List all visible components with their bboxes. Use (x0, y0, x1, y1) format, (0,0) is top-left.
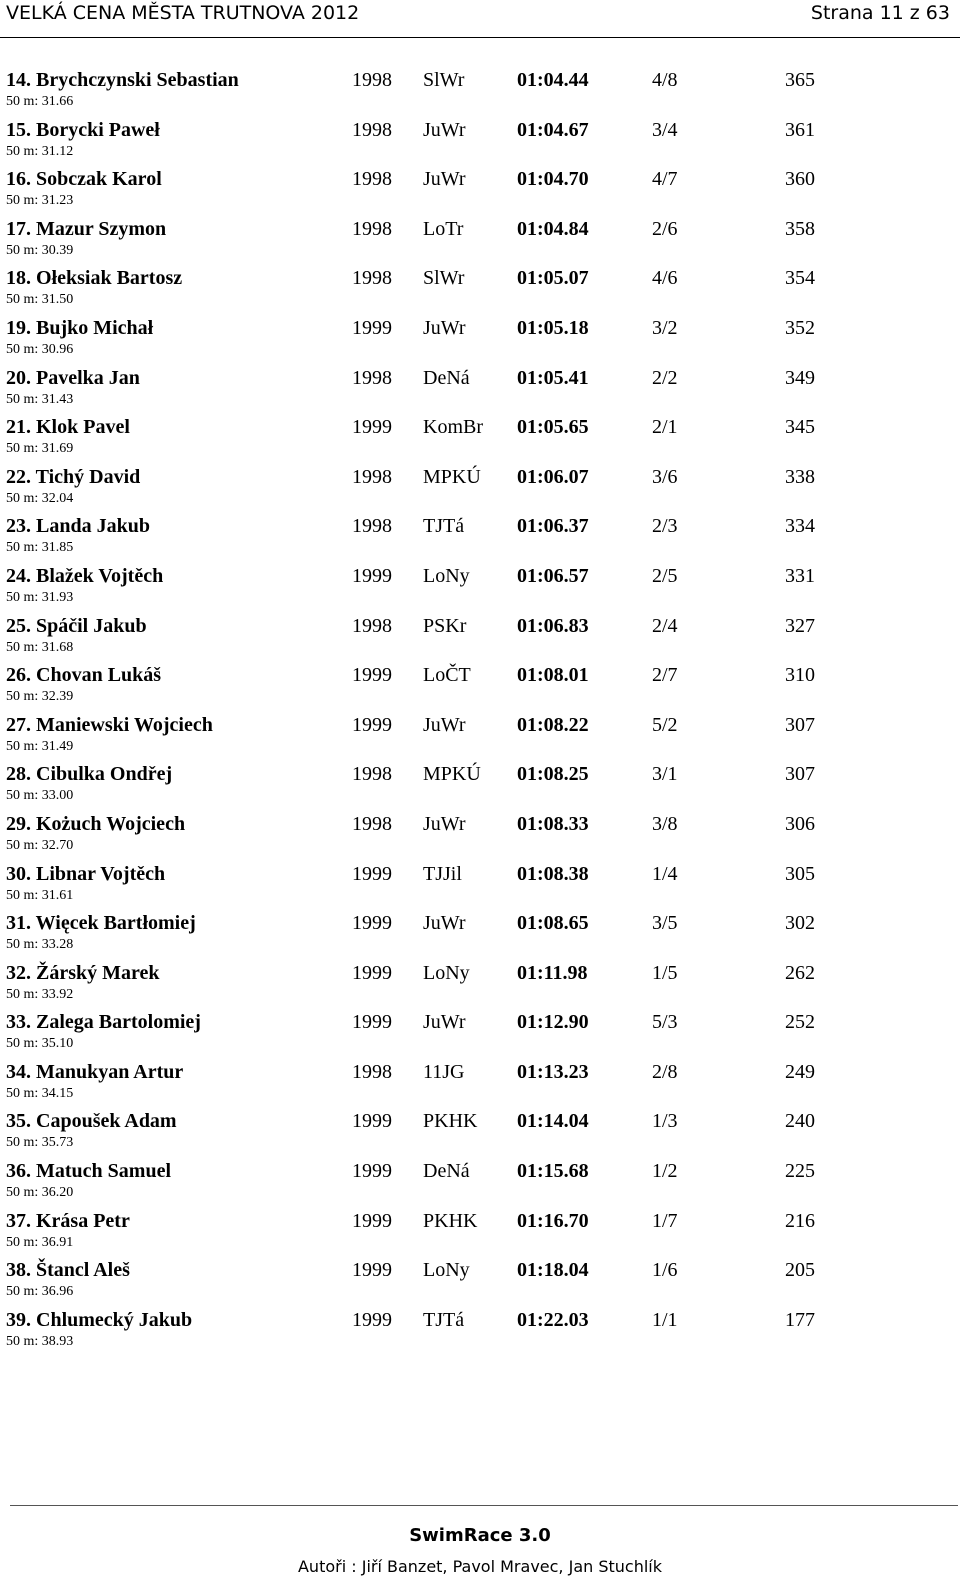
swimmer-name: 37. Krása Petr (6, 1209, 130, 1232)
result-row (0, 508, 960, 558)
birth-year: 1999 (352, 664, 392, 687)
points: 205 (785, 1259, 815, 1282)
points: 310 (785, 664, 815, 687)
split-time: 50 m: 32.39 (6, 689, 74, 705)
header-divider (0, 37, 960, 38)
points: 302 (785, 912, 815, 935)
swimmer-name: 28. Cibulka Ondřej (6, 763, 173, 786)
points: 306 (785, 812, 815, 835)
birth-year: 1998 (352, 763, 392, 786)
points: 360 (785, 168, 815, 191)
heat-lane: 1/1 (652, 1308, 678, 1331)
points: 262 (785, 961, 815, 984)
birth-year: 1998 (352, 168, 392, 191)
heat-lane: 4/8 (652, 69, 678, 91)
split-time: 50 m: 36.91 (6, 1234, 74, 1250)
club-code: DeNá (423, 366, 470, 389)
birth-year: 1998 (352, 217, 392, 240)
split-time: 50 m: 38.93 (6, 1333, 74, 1349)
points: 349 (785, 366, 815, 389)
club-code: JuWr (423, 713, 466, 736)
results-list (0, 62, 960, 1351)
swimmer-name: 38. Štancl Aleš (6, 1259, 130, 1282)
result-row (0, 707, 960, 757)
final-time: 01:08.33 (517, 812, 589, 835)
result-row (0, 1203, 960, 1253)
final-time: 01:18.04 (517, 1259, 589, 1282)
birth-year: 1999 (352, 862, 392, 885)
footer-app-name: SwimRace 3.0 (409, 1525, 551, 1546)
points: 331 (785, 564, 815, 587)
points: 307 (785, 713, 815, 736)
swimmer-name: 32. Žárský Marek (6, 961, 160, 984)
club-code: MPKÚ (423, 465, 481, 488)
final-time: 01:16.70 (517, 1209, 589, 1232)
swimmer-name: 20. Pavelka Jan (6, 366, 140, 389)
heat-lane: 3/4 (652, 118, 678, 141)
points: 352 (785, 316, 815, 339)
birth-year: 1998 (352, 465, 392, 488)
points: 240 (785, 1110, 815, 1133)
final-time: 01:12.90 (517, 1011, 589, 1034)
heat-lane: 2/2 (652, 366, 678, 389)
final-time: 01:08.22 (517, 713, 589, 736)
result-row (0, 657, 960, 707)
swimmer-name: 34. Manukyan Artur (6, 1060, 184, 1083)
birth-year: 1999 (352, 961, 392, 984)
points: 361 (785, 118, 815, 141)
heat-lane: 2/4 (652, 614, 678, 637)
heat-lane: 3/2 (652, 316, 678, 339)
club-code: LoČT (423, 664, 471, 687)
birth-year: 1999 (352, 564, 392, 587)
result-row (0, 1252, 960, 1302)
result-row (0, 1103, 960, 1153)
heat-lane: 1/7 (652, 1209, 678, 1232)
heat-lane: 5/3 (652, 1011, 678, 1034)
final-time: 01:06.37 (517, 515, 589, 538)
swimmer-name: 33. Zalega Bartolomiej (6, 1011, 201, 1034)
final-time: 01:06.83 (517, 614, 589, 637)
club-code: SlWr (423, 69, 465, 91)
result-row (0, 112, 960, 162)
final-time: 01:08.01 (517, 664, 589, 687)
heat-lane: 4/7 (652, 168, 678, 191)
points: 358 (785, 217, 815, 240)
birth-year: 1998 (352, 118, 392, 141)
page-header (0, 0, 960, 42)
final-time: 01:05.18 (517, 316, 589, 339)
swimmer-name: 15. Borycki Paweł (6, 118, 160, 141)
final-time: 01:06.57 (517, 564, 589, 587)
heat-lane: 1/2 (652, 1160, 678, 1183)
heat-lane: 3/1 (652, 763, 678, 786)
split-time: 50 m: 31.23 (6, 193, 74, 209)
split-time: 50 m: 30.96 (6, 341, 74, 357)
club-code: LoNy (423, 961, 470, 984)
swimmer-name: 16. Sobczak Karol (6, 168, 162, 191)
final-time: 01:08.65 (517, 912, 589, 935)
club-code: TJTá (423, 1308, 465, 1331)
result-row (0, 161, 960, 211)
swimmer-name: 21. Klok Pavel (6, 416, 130, 439)
result-row (0, 806, 960, 856)
result-row (0, 62, 960, 112)
final-time: 01:13.23 (517, 1060, 589, 1083)
club-code: JuWr (423, 118, 466, 141)
split-time: 50 m: 31.68 (6, 639, 74, 655)
result-row (0, 905, 960, 955)
final-time: 01:05.07 (517, 267, 589, 290)
swimmer-name: 31. Więcek Bartłomiej (6, 912, 196, 935)
split-time: 50 m: 31.50 (6, 292, 74, 308)
heat-lane: 2/8 (652, 1060, 678, 1083)
club-code: SlWr (423, 267, 465, 290)
birth-year: 1998 (352, 69, 392, 91)
club-code: LoTr (423, 217, 464, 240)
swimmer-name: 25. Spáčil Jakub (6, 614, 147, 637)
club-code: TJTá (423, 515, 465, 538)
final-time: 01:04.44 (517, 69, 589, 91)
swimmer-name: 14. Brychczynski Sebastian (6, 69, 239, 91)
split-time: 50 m: 31.93 (6, 589, 74, 605)
swimmer-name: 17. Mazur Szymon (6, 217, 167, 240)
result-row (0, 756, 960, 806)
points: 216 (785, 1209, 815, 1232)
heat-lane: 2/7 (652, 664, 678, 687)
heat-lane: 1/4 (652, 862, 678, 885)
split-time: 50 m: 36.96 (6, 1284, 74, 1300)
result-row (0, 260, 960, 310)
split-time: 50 m: 33.28 (6, 937, 74, 953)
birth-year: 1998 (352, 614, 392, 637)
split-time: 50 m: 31.12 (6, 143, 74, 159)
points: 177 (785, 1308, 815, 1331)
final-time: 01:22.03 (517, 1308, 589, 1331)
swimmer-name: 23. Landa Jakub (6, 515, 150, 538)
split-time: 50 m: 33.00 (6, 788, 74, 804)
birth-year: 1999 (352, 1110, 392, 1133)
result-row (0, 1004, 960, 1054)
swimmer-name: 29. Kożuch Wojciech (6, 812, 186, 835)
points: 334 (785, 515, 815, 538)
split-time: 50 m: 32.04 (6, 490, 74, 506)
split-time: 50 m: 35.73 (6, 1135, 74, 1151)
club-code: JuWr (423, 912, 466, 935)
final-time: 01:05.41 (517, 366, 589, 389)
result-row (0, 1302, 960, 1352)
points: 225 (785, 1160, 815, 1183)
points: 305 (785, 862, 815, 885)
points: 345 (785, 416, 815, 439)
birth-year: 1998 (352, 515, 392, 538)
swimmer-name: 18. Ołeksiak Bartosz (6, 267, 183, 290)
heat-lane: 4/6 (652, 267, 678, 290)
result-row (0, 459, 960, 509)
club-code: JuWr (423, 1011, 466, 1034)
final-time: 01:08.38 (517, 862, 589, 885)
swimmer-name: 39. Chlumecký Jakub (6, 1308, 193, 1331)
result-row (0, 608, 960, 658)
birth-year: 1999 (352, 316, 392, 339)
heat-lane: 3/8 (652, 812, 678, 835)
result-row (0, 1054, 960, 1104)
club-code: JuWr (423, 812, 466, 835)
result-row (0, 211, 960, 261)
final-time: 01:06.07 (517, 465, 589, 488)
heat-lane: 2/1 (652, 416, 678, 439)
points: 252 (785, 1011, 815, 1034)
heat-lane: 1/6 (652, 1259, 678, 1282)
birth-year: 1999 (352, 1209, 392, 1232)
heat-lane: 3/6 (652, 465, 678, 488)
footer-divider (10, 1505, 958, 1506)
split-time: 50 m: 35.10 (6, 1036, 74, 1052)
club-code: MPKÚ (423, 763, 481, 786)
result-row (0, 360, 960, 410)
points: 354 (785, 267, 815, 290)
club-code: DeNá (423, 1160, 470, 1183)
footer-authors: Autoři : Jiří Banzet, Pavol Mravec, Jan Stuchlík (297, 1557, 663, 1576)
birth-year: 1998 (352, 1060, 392, 1083)
club-code: PSKr (423, 614, 467, 637)
heat-lane: 5/2 (652, 713, 678, 736)
split-time: 50 m: 31.43 (6, 391, 74, 407)
birth-year: 1999 (352, 1160, 392, 1183)
final-time: 01:04.67 (517, 118, 589, 141)
swimmer-name: 27. Maniewski Wojciech (6, 713, 213, 736)
split-time: 50 m: 31.49 (6, 738, 74, 754)
club-code: LoNy (423, 564, 470, 587)
swimmer-name: 26. Chovan Lukáš (6, 664, 162, 687)
club-code: KomBr (423, 416, 483, 439)
birth-year: 1999 (352, 1259, 392, 1282)
final-time: 01:08.25 (517, 763, 589, 786)
club-code: LoNy (423, 1259, 470, 1282)
swimmer-name: 30. Libnar Vojtěch (6, 862, 166, 885)
result-row (0, 1153, 960, 1203)
heat-lane: 2/5 (652, 564, 678, 587)
heat-lane: 1/3 (652, 1110, 678, 1133)
points: 327 (785, 614, 815, 637)
heat-lane: 1/5 (652, 961, 678, 984)
final-time: 01:11.98 (517, 961, 588, 984)
birth-year: 1998 (352, 267, 392, 290)
split-time: 50 m: 31.69 (6, 441, 74, 457)
final-time: 01:04.84 (517, 217, 589, 240)
birth-year: 1999 (352, 1011, 392, 1034)
result-row (0, 409, 960, 459)
birth-year: 1998 (352, 812, 392, 835)
birth-year: 1998 (352, 366, 392, 389)
points: 365 (785, 69, 815, 91)
club-code: PKHK (423, 1110, 478, 1133)
final-time: 01:05.65 (517, 416, 589, 439)
swimmer-name: 36. Matuch Samuel (6, 1160, 171, 1183)
birth-year: 1999 (352, 912, 392, 935)
final-time: 01:15.68 (517, 1160, 589, 1183)
club-code: PKHK (423, 1209, 478, 1232)
heat-lane: 2/6 (652, 217, 678, 240)
club-code: TJJil (423, 862, 462, 885)
birth-year: 1999 (352, 1308, 392, 1331)
final-time: 01:04.70 (517, 168, 589, 191)
split-time: 50 m: 31.66 (6, 94, 74, 109)
split-time: 50 m: 36.20 (6, 1185, 74, 1201)
split-time: 50 m: 31.61 (6, 887, 74, 903)
birth-year: 1999 (352, 713, 392, 736)
heat-lane: 3/5 (652, 912, 678, 935)
points: 249 (785, 1060, 815, 1083)
points: 307 (785, 763, 815, 786)
result-row (0, 558, 960, 608)
split-time: 50 m: 32.70 (6, 837, 74, 853)
swimmer-name: 35. Capoušek Adam (6, 1110, 177, 1133)
club-code: JuWr (423, 168, 466, 191)
final-time: 01:14.04 (517, 1110, 589, 1133)
club-code: 11JG (423, 1060, 465, 1083)
swimmer-name: 22. Tichý David (6, 465, 141, 488)
split-time: 50 m: 33.92 (6, 986, 74, 1002)
result-row (0, 955, 960, 1005)
birth-year: 1999 (352, 416, 392, 439)
split-time: 50 m: 31.85 (6, 540, 74, 556)
split-time: 50 m: 30.39 (6, 242, 74, 258)
result-row (0, 310, 960, 360)
heat-lane: 2/3 (652, 515, 678, 538)
page-number: Strana 11 z 63 (810, 2, 950, 24)
document-title: VELKÁ CENA MĚSTA TRUTNOVA 2012 (6, 2, 360, 24)
split-time: 50 m: 34.15 (6, 1085, 74, 1101)
result-row (0, 856, 960, 906)
club-code: JuWr (423, 316, 466, 339)
points: 338 (785, 465, 815, 488)
swimmer-name: 19. Bujko Michał (6, 316, 154, 339)
swimmer-name: 24. Blažek Vojtěch (6, 564, 164, 587)
